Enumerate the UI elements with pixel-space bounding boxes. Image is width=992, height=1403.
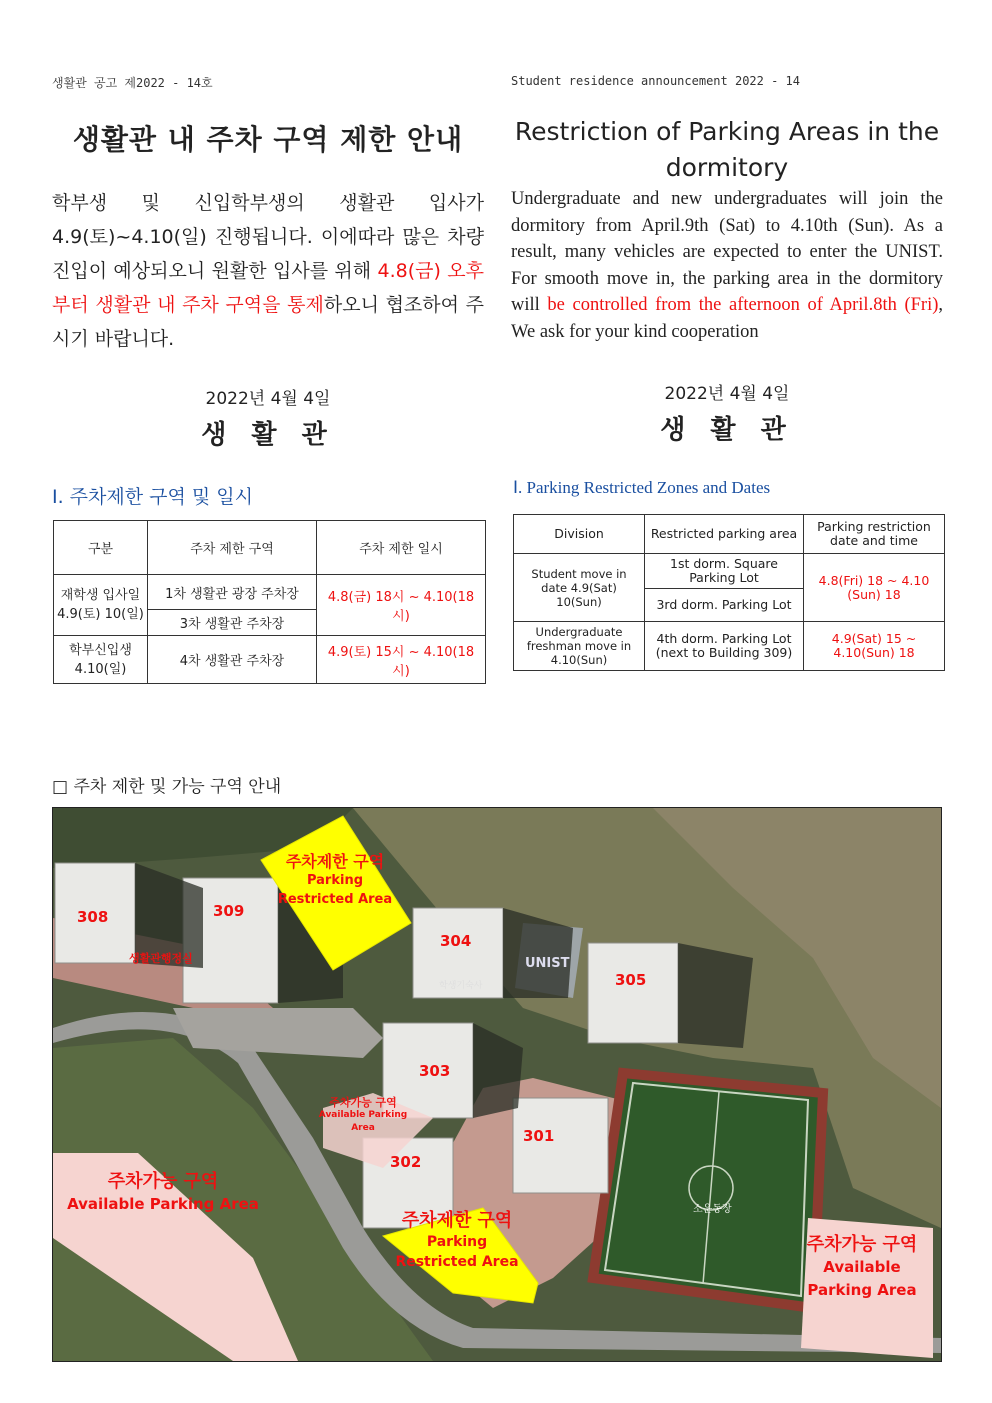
issuer-en: 생 활 관 (660, 415, 794, 445)
restricted-label-2 (391, 1210, 523, 1272)
building-label-305: 305 (615, 971, 647, 989)
table-header: 구분 (54, 521, 148, 575)
office-label: 생활관행정실 (129, 952, 193, 965)
table-header: Restricted parking area (645, 515, 804, 554)
available-label-c (803, 1233, 921, 1302)
body-ko-text-2: 하오니 협조하여 주시기 바랍니다. (52, 294, 484, 350)
building-label-309: 309 (213, 902, 245, 920)
campus-map (52, 807, 942, 1362)
section-title-ko: Ⅰ. 주차제한 구역 및 일시 (52, 486, 253, 508)
building-label-304: 304 (440, 932, 472, 950)
table-cell-division: Undergraduate freshman move in 4.10(Sun) (514, 622, 645, 671)
table-cell-area: 1st dorm. Square Parking Lot (645, 554, 804, 589)
body-en-highlight: be controlled from the afternoon of April.8th (Fri) (547, 295, 939, 315)
announcement-number-en: Student residence announcement 2022 - 14 (511, 74, 800, 88)
table-cell-time: 4.9(Sat) 15 ~ 4.10(Sun) 18 (804, 622, 945, 671)
table-cell-area: 4th dorm. Parking Lot (next to Building 309) (645, 622, 804, 671)
restricted-label-en: Parking Restricted Area (277, 873, 393, 907)
restricted-label-ko: 주차제한 구역 (285, 852, 385, 871)
table-header: Division (514, 515, 645, 554)
restricted-label-ko: 주차제한 구역 (401, 1210, 513, 1231)
table-header: 주차 제한 일시 (317, 521, 486, 575)
available-label-b (318, 1096, 408, 1135)
body-ko-highlight: 4.8(금) 오후부터 생활관 내 주차 구역을 통제 (52, 260, 484, 316)
announcement-number-ko: 생활관 공고 제2022 - 14호 (52, 76, 213, 90)
available-label-ko: 주차가능 구역 (806, 1234, 918, 1255)
body-en (511, 186, 943, 345)
table-cell-time: 4.8(Fri) 18 ~ 4.10 (Sun) 18 (804, 554, 945, 622)
available-label-a (63, 1170, 263, 1216)
restriction-table-ko (53, 520, 486, 684)
building-label-303: 303 (419, 1062, 451, 1080)
available-label-ko: 주차가능 구역 (329, 1096, 397, 1109)
table-cell-division: 학부신입생 4.10(일) (54, 636, 148, 684)
date-en: 2022년 4월 4일 (664, 384, 790, 404)
field-label: 소운동장 (693, 1204, 732, 1215)
available-label-en: Available Parking Area (807, 1258, 917, 1299)
body-en-text-1: Undergraduate and new undergraduates will join the dormitory from April.9th (Sat) to 4.10th (Sun). As a result, many vehicles are expected to enter the UNIST. For smooth move in, the parking area in the dormitory will (511, 189, 943, 315)
table-cell-area: 1차 생활관 광장 주차장 (148, 575, 317, 610)
table-cell-division: 재학생 입사일 4.9(토) 10(일) (54, 575, 148, 636)
table-cell-area: 3차 생활관 주차장 (148, 610, 317, 636)
restricted-label-en: Parking Restricted Area (395, 1234, 519, 1270)
unist-sign-label: UNIST (525, 956, 570, 971)
table-cell-time: 4.8(금) 18시 ~ 4.10(18시) (317, 575, 486, 636)
body-en-text-2: , We ask for your kind cooperation (511, 295, 944, 342)
section-title-en: Ⅰ. Parking Restricted Zones and Dates (513, 478, 771, 497)
available-label-en: Available Parking Area (318, 1110, 408, 1133)
restriction-table-en (513, 514, 945, 671)
map-caption: □ 주차 제한 및 가능 구역 안내 (52, 777, 282, 797)
available-label-ko: 주차가능 구역 (107, 1171, 219, 1192)
title-ko: 생활관 내 주차 구역 제한 안내 (72, 123, 464, 156)
available-label-en: Available Parking Area (67, 1195, 259, 1213)
building-label-302: 302 (390, 1153, 422, 1171)
table-header: Parking restriction date and time (804, 515, 945, 554)
issuer-ko: 생 활 관 (201, 420, 335, 450)
title-en: Restriction of Parking Areas in the dormitory (514, 117, 940, 182)
table-cell-area: 3rd dorm. Parking Lot (645, 589, 804, 622)
body-ko (52, 186, 484, 356)
building-label-308: 308 (77, 908, 109, 926)
restricted-label-1 (275, 852, 395, 909)
body-ko-text-1: 학부생 및 신입학부생의 생활관 입사가 4.9(토)~4.10(일) 진행됩니다. 이에따라 많은 차량 진입이 예상되오니 원활한 입사를 위해 (52, 192, 484, 282)
table-cell-area: 4차 생활관 주차장 (148, 636, 317, 684)
date-ko: 2022년 4월 4일 (205, 389, 331, 409)
dorm-label: 학생기숙사 (439, 981, 483, 991)
table-cell-time: 4.9(토) 15시 ~ 4.10(18시) (317, 636, 486, 684)
table-cell-division: Student move in date 4.9(Sat) 10(Sun) (514, 554, 645, 622)
table-header: 주차 제한 구역 (148, 521, 317, 575)
building-label-301: 301 (523, 1127, 555, 1145)
